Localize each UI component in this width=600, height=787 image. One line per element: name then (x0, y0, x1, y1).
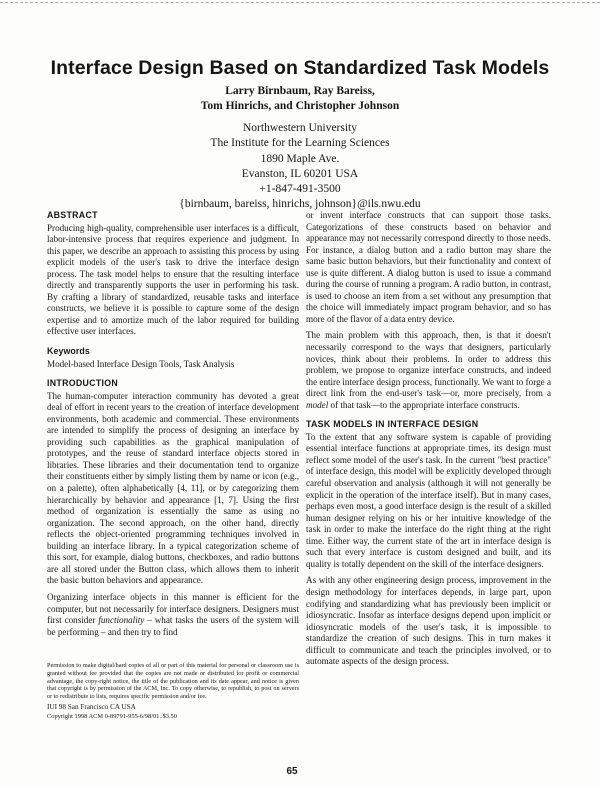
right-p2-part-b: of that task—to the appropriate interface constructs. (328, 399, 520, 410)
authors-line-1: Larry Birnbaum, Ray Bareiss, (225, 85, 375, 97)
task-models-heading: TASK MODELS IN INTERFACE DESIGN (306, 419, 479, 430)
right-paragraph-1: or invent interface constructs that can support those tasks. Categorizations of these constructs based on behavior and appearance may not necessarily correspond directly to those needs. For instance, a dialog button and a radio button may share the same basic button behaviors, but their functionality and context of use is quite different. A dialog button is used to issue a command during the course of running a program. A radio button, in contrast, is used to choose an item from a set without any presumption that the choice will immediately impact program behavior, and so has more of the flavor of a data entry device. (306, 210, 551, 324)
left-column (47, 210, 299, 643)
right-paragraph-2 (306, 330, 551, 411)
permission-notice: Permission to make digital/hard copies of all or part of this material for personal or classroom use is granted without fee provided that the copies are not made or distributed for profit or commercial advantage, the copy-right notice, the title of the publication and its date appear, and notice is given that copyright is by permission of the ACM, Inc. To copy otherwise, to republish, to post on servers or to redistribute to lists, requires specific permission and/or fee. (47, 662, 299, 701)
introduction-paragraph-2 (47, 592, 299, 638)
paper-title: Interface Design Based on Standardized Task Models (50, 57, 550, 79)
abstract-text: Producing high-quality, comprehensible user interfaces is a difficult, labor-intensive process that requires experience and judgment. In this paper, we describe an approach to assisting this process by using explicit models of the user's task to drive the interface design process. The task model helps to ensure that the resulting interface directly and transparently supports the user in performing his task. By crafting a library of standardized, reusable tasks and interface constructs, we believe it is possible to capture some of the design expertise and to amortize much of the labor required for building effective user interfaces. (47, 222, 299, 337)
author-block (0, 84, 600, 114)
affiliation-university: Northwestern University (242, 122, 358, 134)
right-p2-part-a: The main problem with this approach, then, is that it doesn't necessarily correspond to the ways that designers, particularly novices, think about their problems. In order to address this problem, we propose to organize interface constructs, and indeed the entire interface design process, functionally. We want to forge a direct link from the end-user's task—or, more precisely, from a (306, 330, 551, 399)
introduction-paragraph-1: The human-computer interaction community has devoted a great deal of effort in recent years to the creation of interface development environments, both academic and commercial. These environments are intended to simplify the process of designing an interface by providing such capabilities as the graphical manipulation of prototypes, and the reuse of standard interface objects stored in libraries. These libraries and their documentation tend to organize their constituents either by simply listing them by name or icon (e.g., on a palette), often alphabetically [4, 11], or by categorizing them hierarchically by behavior and appearance [1, 7]. Using the first method of organization is essentially the same as using no organization. The second approach, on the other hand, directly reflects the object-oriented programming techniques involved in building an interface library. In a typical categorization scheme of this sort, for example, dialog buttons, checkboxes, and radio buttons are all stored under the Button class, which allows them to inherit the basic button behaviors and appearance. (47, 390, 299, 586)
page-number: 65 (286, 766, 298, 777)
affiliation-block (0, 121, 600, 213)
affiliation-email: {birnbaum, bareiss, hinrichs, johnson}@ils.nwu.edu (179, 198, 421, 211)
right-paragraph-4: As with any other engineering design process, improvement in the design methodology for interfaces depends, in large part, upon codifying and standardizing what has previously been implicit or idiosyncratic. Insofar as interface designs depend upon implicit or idiosyncratic models of the user's task, it is impossible to standardize the creation of such designs. This in turn makes it difficult to communicate and teach the principles involved, or to automate aspects of the design process. (306, 575, 551, 667)
affiliation-city: Evanston, IL 60201 USA (241, 167, 359, 180)
right-column (306, 210, 551, 673)
right-paragraph-3: To the extent that any software system is capable of providing essential interface functions at appropriate times, its design must reflect some model of the user's task. In the current "best practice" of interface design, this model will be explicitly developed through careful observation and analysis (although it will not generally be explicit in the operation of the interface itself). But in many cases, perhaps even most, a good interface design is the result of a skilled human designer relying on his or her intuitive knowledge of the task in order to make the interface do the right thing at the right time. Either way, the current state of the art in interface design is such that every interface is custom designed and built, and its quality is totally dependent on the skill of the interface designers. (306, 431, 551, 569)
authors-line-2: Tom Hinrichs, and Christopher Johnson (200, 100, 400, 112)
right-p2-emphasis: model (306, 399, 329, 410)
top-rule (0, 2, 600, 3)
introduction-heading: INTRODUCTION (47, 378, 119, 389)
keywords-text: Model-based Interface Design Tools, Task Analysis (47, 358, 235, 369)
abstract-heading: ABSTRACT (47, 210, 98, 220)
intro-p2-part-a: Organizing interface objects in this manner is efficient for the computer, but not necessarily for interface designers. Designers must first consider (47, 591, 299, 626)
intro-p2-emphasis: functionality (98, 615, 145, 626)
keywords-heading: Keywords (47, 346, 90, 357)
affiliation-street: 1890 Maple Ave. (260, 152, 340, 165)
conference-line: IUI 98 San Francisco CA USA (47, 702, 136, 711)
copyright-footnote (47, 662, 299, 721)
copyright-line: Copyright 1998 ACM 0-89791-955-6/98/01..$3.50 (47, 712, 177, 720)
affiliation-phone: +1-847-491-3500 (259, 183, 341, 196)
intro-p2-part-b: – what tasks the users of the system will be performing – and then try to find (47, 615, 299, 637)
affiliation-institute: The Institute for the Learning Sciences (210, 137, 390, 150)
